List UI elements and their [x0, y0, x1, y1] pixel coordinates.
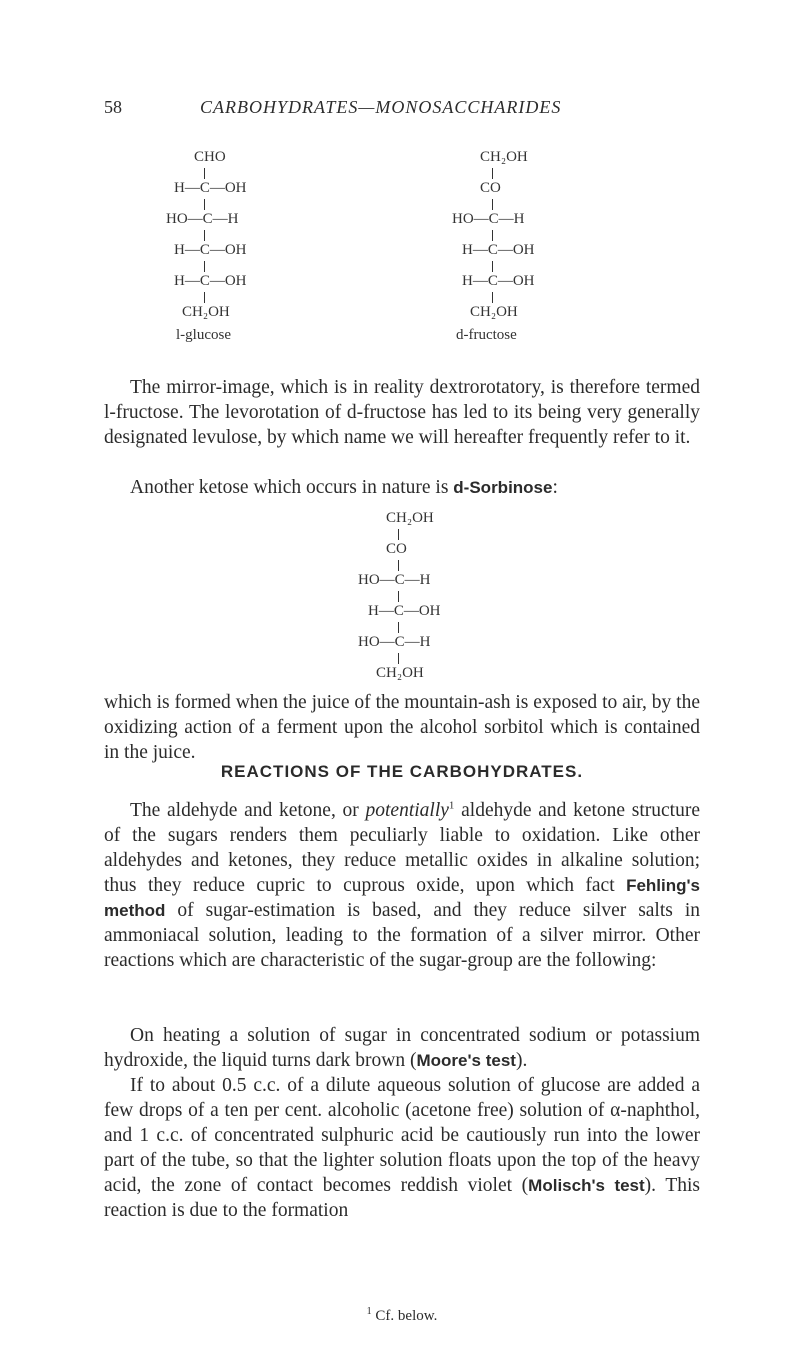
paragraph-sorbinose-intro	[104, 475, 700, 500]
formula-row: CHO	[194, 149, 226, 165]
formula-caption: d-fructose	[456, 327, 517, 343]
paragraph-oxidation	[104, 798, 700, 973]
text-run: The aldehyde and ketone, or	[130, 800, 366, 821]
formula-bond	[204, 230, 205, 241]
footnote-number: 1	[366, 1306, 372, 1317]
text-run: ).	[515, 1050, 528, 1071]
formula-row: H—C—OH	[462, 273, 535, 289]
formula-bond	[398, 622, 399, 633]
paragraph-mountain-ash: which is formed when the juice of the mountain-ash is exposed to air, by the oxidizing action of a ferment upon the alcohol sorbitol which is contained in the juice.	[104, 692, 700, 763]
formula-row: HO—C—H	[358, 572, 431, 588]
formula-bond	[492, 261, 493, 272]
formula-bond	[398, 560, 399, 571]
term-moores-test: Moore's test	[416, 1051, 516, 1070]
footnote-marker: 1	[448, 799, 455, 812]
formula-bond	[492, 230, 493, 241]
term-molisch-test: Molisch's test	[528, 1176, 645, 1195]
paragraph-mirror-image: The mirror-image, which is in reality dextrorotatory, is therefore termed l-fructose. The levorotation of d-fructose has led to its being very generally designated levulose, by which name we will hereafter frequently refer to it.	[104, 377, 700, 448]
formula-bond	[398, 529, 399, 540]
formula-row: H—C—OH	[174, 180, 247, 196]
formula-bond	[398, 591, 399, 602]
formula-row: CH₂OH	[470, 304, 518, 320]
text-run: ). This reaction is due to the formation	[104, 1175, 700, 1221]
formula-bond	[398, 653, 399, 664]
formula-bond	[204, 292, 205, 303]
text-run: Another ketose which occurs in nature is	[130, 477, 454, 498]
text-run: :	[552, 477, 558, 498]
formula-row: CO	[386, 541, 407, 557]
text-run: aldehyde and ketone structure of the sugars renders them peculiarly liable to oxidation. Like other aldehydes and ketones, they reduce metallic oxides in alkaline solution; thus they reduce cupric to cuprous oxide, upon which fact	[104, 800, 700, 896]
page-number: 58	[104, 97, 122, 117]
formula-bond	[204, 168, 205, 179]
formula-row: H—C—OH	[174, 242, 247, 258]
formula-bond	[204, 199, 205, 210]
formula-row: H—C—OH	[462, 242, 535, 258]
formula-row: CH₂OH	[386, 510, 434, 526]
term-potentially: potentially	[365, 800, 449, 821]
formula-row: CH₂OH	[182, 304, 230, 320]
formula-row: CH₂OH	[376, 665, 424, 681]
text-run: of sugar-estimation is based, and they reduce silver salts in ammoniacal solution, leading to the formation of a silver mirror. Other reactions which are characteristic of the sugar-group are the following:	[104, 900, 700, 971]
formula-row: CO	[480, 180, 501, 196]
formula-row: CH₂OH	[480, 149, 528, 165]
formula-row: HO—C—H	[358, 634, 431, 650]
formula-caption: l-glucose	[176, 327, 231, 343]
paragraph-moores-test	[104, 1023, 700, 1073]
footnote	[104, 1308, 700, 1325]
formula-bond	[492, 292, 493, 303]
footnote-text: Cf. below.	[371, 1308, 438, 1324]
paragraph-molisch-test	[104, 1073, 700, 1223]
formula-row: HO—C—H	[166, 211, 239, 227]
formula-bond	[492, 168, 493, 179]
formula-row: H—C—OH	[368, 603, 441, 619]
text-run: On heating a solution of sugar in concentrated sodium or potassium hydroxide, the liquid turns dark brown (	[104, 1025, 700, 1071]
text-run: If to about 0.5 c.c. of a dilute aqueous solution of glucose are added a few drops of a ten per cent. alcoholic (acetone free) solution of α-naphthol, and 1 c.c. of concentrated sulphuric acid be cautiously run into the lower part of the tube, so that the lighter solution floats upon the top of the heavy acid, the zone of contact becomes reddish violet (	[104, 1075, 700, 1196]
formula-bond	[492, 199, 493, 210]
section-heading: REACTIONS OF THE CARBOHYDRATES.	[220, 762, 584, 781]
formula-row: H—C—OH	[174, 273, 247, 289]
term-fehlings-method: Fehling's method	[104, 876, 700, 920]
formula-bond	[204, 261, 205, 272]
term-sorbinose: d-Sorbinose	[453, 478, 553, 497]
formula-row: HO—C—H	[452, 211, 525, 227]
running-title: CARBOHYDRATES—MONOSACCHARIDES	[200, 97, 562, 117]
